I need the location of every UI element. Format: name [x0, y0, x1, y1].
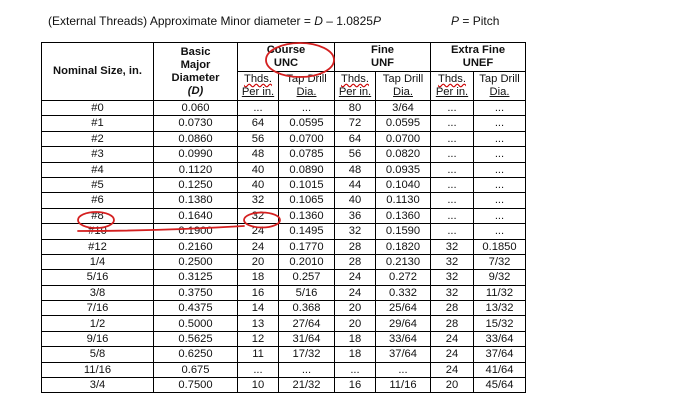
unef-threads-cell: ...	[431, 131, 474, 146]
unf-tap-drill-cell: 29/64	[376, 316, 431, 331]
header-drill-line1: Tap Drill	[479, 73, 520, 85]
unc-threads-cell: 40	[238, 162, 279, 177]
header-thds-line1: Thds.	[244, 73, 272, 85]
unc-threads-cell: 24	[238, 239, 279, 254]
unc-tap-drill-cell: 0.0595	[279, 116, 335, 131]
unef-tap-drill-cell: ...	[474, 162, 526, 177]
unc-tap-drill-cell: 0.0890	[279, 162, 335, 177]
unc-tap-drill-cell: 0.0785	[279, 147, 335, 162]
unef-tap-drill-cell: 37/64	[474, 347, 526, 362]
unf-tap-drill-cell: 11/16	[376, 378, 431, 393]
unef-threads-cell: 24	[431, 331, 474, 346]
unc-threads-cell: 10	[238, 378, 279, 393]
pitch-note	[451, 14, 499, 28]
unef-tap-drill-cell: ...	[474, 177, 526, 192]
unc-threads-cell: 18	[238, 270, 279, 285]
unf-tap-drill-cell: 0.332	[376, 285, 431, 300]
basic-major-diameter-cell: 0.5000	[154, 316, 238, 331]
unf-threads-cell: 36	[335, 208, 376, 223]
unf-threads-cell: 56	[335, 147, 376, 162]
header-unc-threads-per-inch	[238, 72, 279, 101]
unef-threads-cell: 28	[431, 301, 474, 316]
nominal-size-cell: #12	[42, 239, 154, 254]
unf-threads-cell: 18	[335, 331, 376, 346]
header-unef-threads-per-inch	[431, 72, 474, 101]
unef-threads-cell: ...	[431, 224, 474, 239]
unc-tap-drill-cell: 31/64	[279, 331, 335, 346]
unc-threads-cell: 24	[238, 224, 279, 239]
table-row	[42, 208, 526, 223]
unc-tap-drill-cell: 0.1065	[279, 193, 335, 208]
unc-tap-drill-cell: ...	[279, 362, 335, 377]
unf-threads-cell: 64	[335, 131, 376, 146]
header-unf-threads-per-inch	[335, 72, 376, 101]
header-thds-line2: Per in.	[241, 86, 275, 98]
header-fine-line2: UNF	[371, 57, 394, 69]
unc-threads-cell: 11	[238, 347, 279, 362]
header-fine-unf	[335, 43, 431, 72]
header-drill-line2: Dia.	[393, 86, 413, 98]
pitch-symbol: P	[451, 14, 460, 28]
unef-tap-drill-cell: 9/32	[474, 270, 526, 285]
nominal-size-cell: 1/4	[42, 254, 154, 269]
basic-major-diameter-cell: 0.2500	[154, 254, 238, 269]
unc-threads-cell: 13	[238, 316, 279, 331]
unc-tap-drill-cell: 5/16	[279, 285, 335, 300]
table-row	[42, 316, 526, 331]
unef-tap-drill-cell: ...	[474, 224, 526, 239]
header-nominal-size	[42, 43, 154, 101]
table-row	[42, 116, 526, 131]
unef-tap-drill-cell: 0.1850	[474, 239, 526, 254]
unef-tap-drill-cell: ...	[474, 193, 526, 208]
header-drill-line1: Tap Drill	[382, 73, 424, 85]
unef-threads-cell: ...	[431, 177, 474, 192]
nominal-size-cell: 3/8	[42, 285, 154, 300]
header-drill-line1: Tap Drill	[286, 73, 327, 85]
unf-tap-drill-cell: 3/64	[376, 101, 431, 116]
unef-threads-cell: 24	[431, 362, 474, 377]
unc-tap-drill-cell: 0.368	[279, 301, 335, 316]
unef-threads-cell: 20	[431, 378, 474, 393]
header-basic-line4: (D)	[187, 84, 204, 97]
table-row	[42, 239, 526, 254]
unef-threads-cell: 28	[431, 316, 474, 331]
header-nominal-label: Nominal Size, in.	[53, 65, 142, 77]
unf-threads-cell: 24	[335, 270, 376, 285]
unf-threads-cell: 40	[335, 193, 376, 208]
unef-threads-cell: ...	[431, 116, 474, 131]
table-row	[42, 101, 526, 116]
unc-threads-cell: 64	[238, 116, 279, 131]
basic-major-diameter-cell: 0.675	[154, 362, 238, 377]
nominal-size-cell: 9/16	[42, 331, 154, 346]
nominal-size-cell: 5/16	[42, 270, 154, 285]
header-drill-line2: Dia.	[489, 86, 510, 98]
nominal-size-cell: 7/16	[42, 301, 154, 316]
unf-tap-drill-cell: 0.1360	[376, 208, 431, 223]
unef-threads-cell: ...	[431, 208, 474, 223]
basic-major-diameter-cell: 0.1900	[154, 224, 238, 239]
basic-major-diameter-cell: 0.3125	[154, 270, 238, 285]
unc-threads-cell: ...	[238, 101, 279, 116]
unef-threads-cell: 32	[431, 239, 474, 254]
unf-threads-cell: 24	[335, 285, 376, 300]
unc-threads-cell: 12	[238, 331, 279, 346]
basic-major-diameter-cell: 0.0860	[154, 131, 238, 146]
header-basic-major-diameter	[154, 43, 238, 101]
nominal-size-cell: 5/8	[42, 347, 154, 362]
unc-tap-drill-cell: 21/32	[279, 378, 335, 393]
unc-threads-cell: 20	[238, 254, 279, 269]
unf-threads-cell: 32	[335, 224, 376, 239]
table-row	[42, 285, 526, 300]
basic-major-diameter-cell: 0.4375	[154, 301, 238, 316]
unc-tap-drill-cell: 0.1495	[279, 224, 335, 239]
nominal-size-cell: #4	[42, 162, 154, 177]
unc-threads-cell: 14	[238, 301, 279, 316]
table-row	[42, 362, 526, 377]
unc-threads-cell: 48	[238, 147, 279, 162]
unc-tap-drill-cell: ...	[279, 101, 335, 116]
unef-tap-drill-cell: 41/64	[474, 362, 526, 377]
unf-threads-cell: 72	[335, 116, 376, 131]
header-group-row	[42, 43, 526, 72]
basic-major-diameter-cell: 0.2160	[154, 239, 238, 254]
unef-threads-cell: ...	[431, 147, 474, 162]
unf-threads-cell: 16	[335, 378, 376, 393]
thread-table	[41, 42, 526, 393]
unc-tap-drill-cell: 0.1360	[279, 208, 335, 223]
caption-formula-p: P	[372, 14, 381, 28]
basic-major-diameter-cell: 0.1250	[154, 177, 238, 192]
basic-major-diameter-cell: 0.3750	[154, 285, 238, 300]
unef-tap-drill-cell: ...	[474, 116, 526, 131]
unf-tap-drill-cell: 25/64	[376, 301, 431, 316]
unf-tap-drill-cell: 0.2130	[376, 254, 431, 269]
unf-tap-drill-cell: ...	[376, 362, 431, 377]
unc-threads-cell: 32	[238, 193, 279, 208]
basic-major-diameter-cell: 0.0730	[154, 116, 238, 131]
unc-threads-cell: 32	[238, 208, 279, 223]
header-drill-line2: Dia.	[296, 86, 317, 98]
header-coarse-unc	[238, 43, 335, 72]
unf-tap-drill-cell: 0.0820	[376, 147, 431, 162]
nominal-size-cell: #3	[42, 147, 154, 162]
nominal-size-cell: #5	[42, 177, 154, 192]
table-caption	[48, 14, 381, 28]
unc-tap-drill-cell: 0.257	[279, 270, 335, 285]
header-thds-line2: Per in.	[338, 86, 372, 98]
table-row	[42, 270, 526, 285]
table-row	[42, 224, 526, 239]
nominal-size-cell: #1	[42, 116, 154, 131]
unc-threads-cell: 16	[238, 285, 279, 300]
table-row	[42, 147, 526, 162]
unf-tap-drill-cell: 0.1040	[376, 177, 431, 192]
unc-tap-drill-cell: 0.1015	[279, 177, 335, 192]
table-row	[42, 131, 526, 146]
header-thds-line2: Per in.	[435, 86, 469, 98]
unef-tap-drill-cell: ...	[474, 131, 526, 146]
unf-threads-cell: ...	[335, 362, 376, 377]
unef-threads-cell: 32	[431, 270, 474, 285]
nominal-size-cell: #2	[42, 131, 154, 146]
table-row	[42, 254, 526, 269]
header-fine-line1: Fine	[371, 44, 394, 56]
table-row	[42, 193, 526, 208]
header-coarse-line1: Course	[266, 44, 306, 56]
unc-threads-cell: ...	[238, 362, 279, 377]
header-basic-line1: Basic	[180, 45, 211, 58]
unf-threads-cell: 28	[335, 254, 376, 269]
unf-tap-drill-cell: 33/64	[376, 331, 431, 346]
header-extra-fine-unef	[431, 43, 526, 72]
unef-threads-cell: ...	[431, 101, 474, 116]
header-basic-line3: Diameter	[171, 71, 220, 84]
nominal-size-cell: #8	[42, 208, 154, 223]
unf-threads-cell: 80	[335, 101, 376, 116]
unf-threads-cell: 44	[335, 177, 376, 192]
basic-major-diameter-cell: 0.0990	[154, 147, 238, 162]
unf-tap-drill-cell: 0.1820	[376, 239, 431, 254]
unf-threads-cell: 18	[335, 347, 376, 362]
unef-threads-cell: 24	[431, 347, 474, 362]
unef-tap-drill-cell: ...	[474, 147, 526, 162]
unf-threads-cell: 20	[335, 316, 376, 331]
header-coarse-line2: UNC	[273, 57, 299, 69]
unef-tap-drill-cell: ...	[474, 208, 526, 223]
unef-tap-drill-cell: 13/32	[474, 301, 526, 316]
unc-tap-drill-cell: 17/32	[279, 347, 335, 362]
header-extra-line2: UNEF	[462, 57, 494, 69]
unef-threads-cell: ...	[431, 193, 474, 208]
basic-major-diameter-cell: 0.5625	[154, 331, 238, 346]
unf-tap-drill-cell: 0.272	[376, 270, 431, 285]
unef-threads-cell: 32	[431, 285, 474, 300]
unf-tap-drill-cell: 0.1590	[376, 224, 431, 239]
basic-major-diameter-cell: 0.1380	[154, 193, 238, 208]
unc-threads-cell: 56	[238, 131, 279, 146]
unf-threads-cell: 28	[335, 239, 376, 254]
header-unef-tap-drill-dia	[474, 72, 526, 101]
header-unf-tap-drill-dia	[376, 72, 431, 101]
unf-tap-drill-cell: 0.0700	[376, 131, 431, 146]
unc-tap-drill-cell: 0.0700	[279, 131, 335, 146]
unf-tap-drill-cell: 0.0595	[376, 116, 431, 131]
unf-threads-cell: 48	[335, 162, 376, 177]
unef-tap-drill-cell: 45/64	[474, 378, 526, 393]
nominal-size-cell: #6	[42, 193, 154, 208]
basic-major-diameter-cell: 0.1640	[154, 208, 238, 223]
unc-tap-drill-cell: 0.2010	[279, 254, 335, 269]
header-extra-line1: Extra Fine	[450, 44, 506, 56]
header-unc-tap-drill-dia	[279, 72, 335, 101]
unc-threads-cell: 40	[238, 177, 279, 192]
unc-tap-drill-cell: 27/64	[279, 316, 335, 331]
unef-tap-drill-cell: 7/32	[474, 254, 526, 269]
unef-tap-drill-cell: 11/32	[474, 285, 526, 300]
table-row	[42, 378, 526, 393]
unef-threads-cell: ...	[431, 162, 474, 177]
table-row	[42, 162, 526, 177]
caption-formula-d: D	[314, 14, 323, 28]
nominal-size-cell: #0	[42, 101, 154, 116]
basic-major-diameter-cell: 0.7500	[154, 378, 238, 393]
basic-major-diameter-cell: 0.060	[154, 101, 238, 116]
unf-threads-cell: 20	[335, 301, 376, 316]
unef-tap-drill-cell: 15/32	[474, 316, 526, 331]
unef-threads-cell: 32	[431, 254, 474, 269]
unef-tap-drill-cell: ...	[474, 101, 526, 116]
thread-table-body	[42, 101, 526, 393]
basic-major-diameter-cell: 0.1120	[154, 162, 238, 177]
basic-major-diameter-cell: 0.6250	[154, 347, 238, 362]
caption-formula-mid: – 1.0825	[322, 14, 373, 28]
table-row	[42, 331, 526, 346]
header-thds-line1: Thds.	[438, 73, 466, 85]
nominal-size-cell: 11/16	[42, 362, 154, 377]
unf-tap-drill-cell: 0.1130	[376, 193, 431, 208]
table-row	[42, 301, 526, 316]
unf-tap-drill-cell: 0.0935	[376, 162, 431, 177]
header-thds-line1: Thds.	[341, 73, 369, 85]
header-basic-line2: Major	[180, 58, 211, 71]
table-row	[42, 347, 526, 362]
unf-tap-drill-cell: 37/64	[376, 347, 431, 362]
table-row	[42, 177, 526, 192]
nominal-size-cell: 1/2	[42, 316, 154, 331]
pitch-definition: = Pitch	[459, 14, 500, 28]
nominal-size-cell: #10	[42, 224, 154, 239]
caption-lead: (External Threads) Approximate Minor diameter =	[48, 14, 315, 28]
nominal-size-cell: 3/4	[42, 378, 154, 393]
unef-tap-drill-cell: 33/64	[474, 331, 526, 346]
unc-tap-drill-cell: 0.1770	[279, 239, 335, 254]
